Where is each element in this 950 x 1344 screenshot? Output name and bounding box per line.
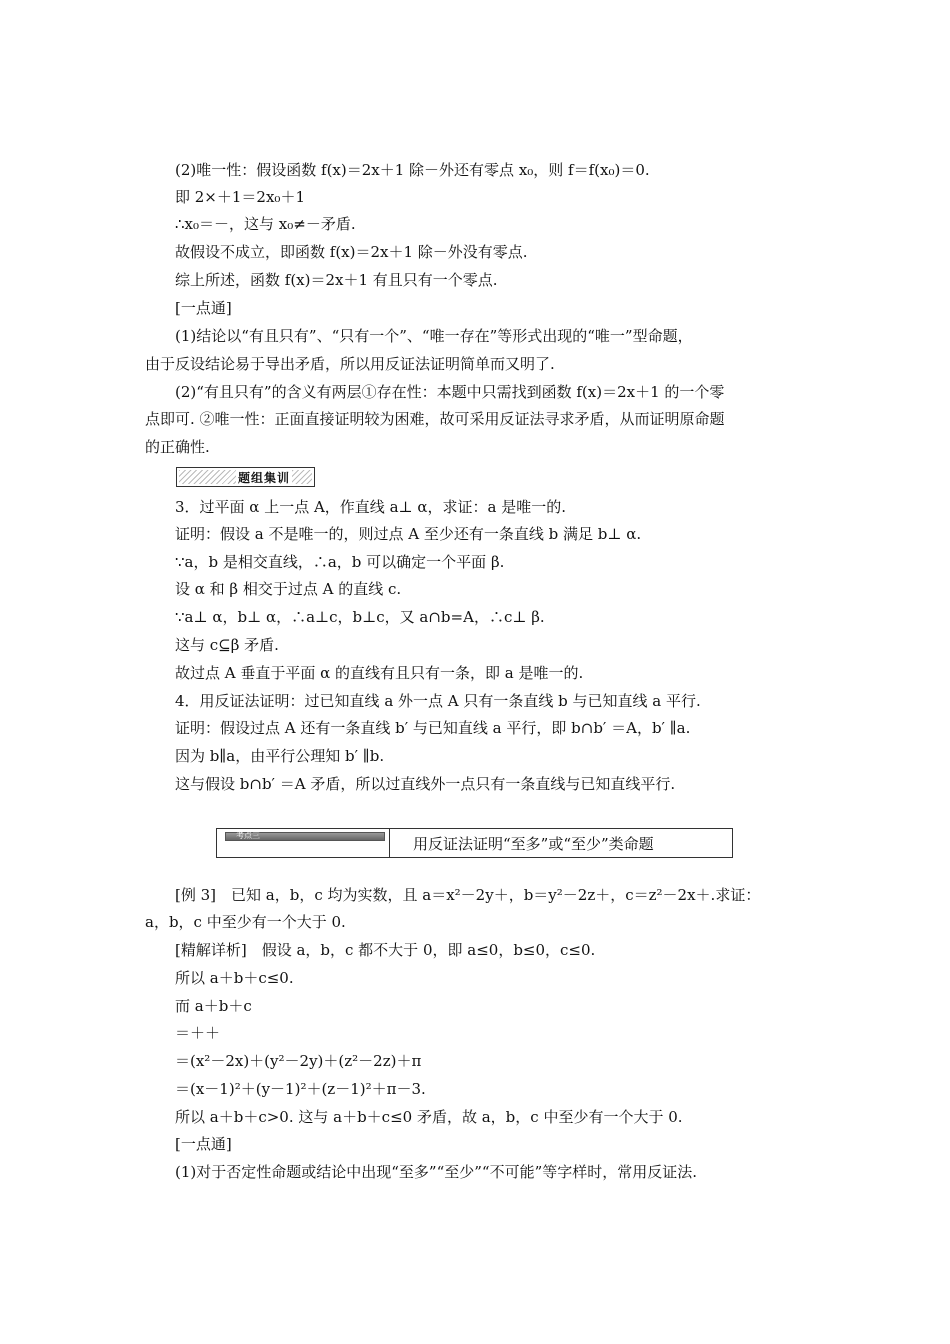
text-line: [一点通] bbox=[175, 299, 232, 317]
example-line: [精解详析] 假设 a，b，c 都不大于 0，即 a≤0，b≤0，c≤0. bbox=[175, 941, 596, 959]
text-line: 的正确性. bbox=[145, 438, 210, 456]
text-line: 即 2×＋1＝2x₀＋1 bbox=[175, 188, 305, 206]
exercise-line: 这与 c⊆β 矛盾. bbox=[175, 636, 279, 654]
example-line: a，b，c 中至少有一个大于 0. bbox=[145, 913, 346, 931]
section-title: 用反证法证明“至多”或“至少”类命题 bbox=[413, 835, 654, 853]
text-line: 综上所述，函数 f(x)＝2x＋1 有且只有一个零点. bbox=[175, 271, 498, 289]
exercise-line: 这与假设 b∩b′ ＝A 矛盾，所以过直线外一点只有一条直线与已知直线平行. bbox=[175, 775, 676, 793]
text-line: 由于反设结论易于导出矛盾，所以用反证法证明简单而又明了. bbox=[145, 355, 555, 373]
exercise-line: ∵a，b 是相交直线，∴a，b 可以确定一个平面 β. bbox=[175, 553, 505, 571]
exercise-line: 3．过平面 α 上一点 A，作直线 a⊥ α，求证：a 是唯一的. bbox=[175, 498, 567, 516]
text-line: 点即可. ②唯一性：正面直接证明较为困难，故可采用反证法寻求矛盾，从而证明原命题 bbox=[145, 410, 725, 428]
example-line: 所以 a＋b＋c≤0. bbox=[175, 969, 294, 987]
text-line: (2)“有且只有”的含义有两层①存在性：本题中只需找到函数 f(x)＝2x＋1 的一个零 bbox=[175, 383, 725, 401]
exercise-line: 证明：假设 a 不是唯一的，则过点 A 至少还有一条直线 b 满足 b⊥ α. bbox=[175, 525, 642, 543]
example-line: ＝(x²－2x)＋(y²－2y)＋(z²－2z)＋π bbox=[175, 1052, 422, 1070]
exercise-group-banner bbox=[176, 467, 315, 487]
text-line: (2)唯一性：假设函数 f(x)＝2x＋1 除－外还有零点 x₀，则 f＝f(x₀)＝0. bbox=[175, 161, 650, 179]
exercise-line: 故过点 A 垂直于平面 α 的直线有且只有一条，即 a 是唯一的. bbox=[175, 664, 584, 682]
example-line: 所以 a＋b＋c>0. 这与 a＋b＋c≤0 矛盾，故 a，b，c 中至少有一个大于 0. bbox=[175, 1108, 683, 1126]
example-line: ＝(x－1)²＋(y－1)²＋(z－1)²＋π－3. bbox=[175, 1080, 426, 1098]
section-badge-cell bbox=[217, 829, 390, 857]
exercise-line: 设 α 和 β 相交于过点 A 的直线 c. bbox=[175, 580, 402, 598]
exercise-line: 4．用反证法证明：过已知直线 a 外一点 A 只有一条直线 b 与已知直线 a 平行. bbox=[175, 692, 701, 710]
section-header bbox=[216, 828, 733, 858]
example-line: [例 3] 已知 a，b，c 均为实数，且 a＝x²－2y＋，b＝y²－2z＋，c＝z²－2x＋.求证： bbox=[175, 886, 761, 904]
section-badge-label: 考点三 bbox=[236, 831, 260, 840]
section-badge bbox=[225, 832, 385, 841]
example-line: [一点通] bbox=[175, 1135, 232, 1153]
text-line: 故假设不成立，即函数 f(x)＝2x＋1 除－外没有零点. bbox=[175, 243, 528, 261]
banner-label: 题组集训 bbox=[237, 471, 290, 485]
exercise-line: 因为 b∥a，由平行公理知 b′ ∥b. bbox=[175, 747, 385, 765]
text-line: (1)结论以“有且只有”、“只有一个”、“唯一存在”等形式出现的“唯一”型命题， bbox=[175, 327, 693, 345]
exercise-line: 证明：假设过点 A 还有一条直线 b′ 与已知直线 a 平行，即 b∩b′ ＝A，b′ ∥a. bbox=[175, 719, 691, 737]
text-line: ∴x₀＝－，这与 x₀≠－矛盾. bbox=[175, 215, 356, 233]
example-line: (1)对于否定性命题或结论中出现“至多”“至少”“不可能”等字样时，常用反证法. bbox=[175, 1163, 698, 1181]
example-line: ＝＋＋ bbox=[175, 1024, 221, 1042]
example-line: 而 a＋b＋c bbox=[175, 997, 252, 1015]
exercise-line: ∵a⊥ α，b⊥ α，∴a⊥c，b⊥c，又 a∩b=A，∴c⊥ β. bbox=[175, 608, 545, 626]
